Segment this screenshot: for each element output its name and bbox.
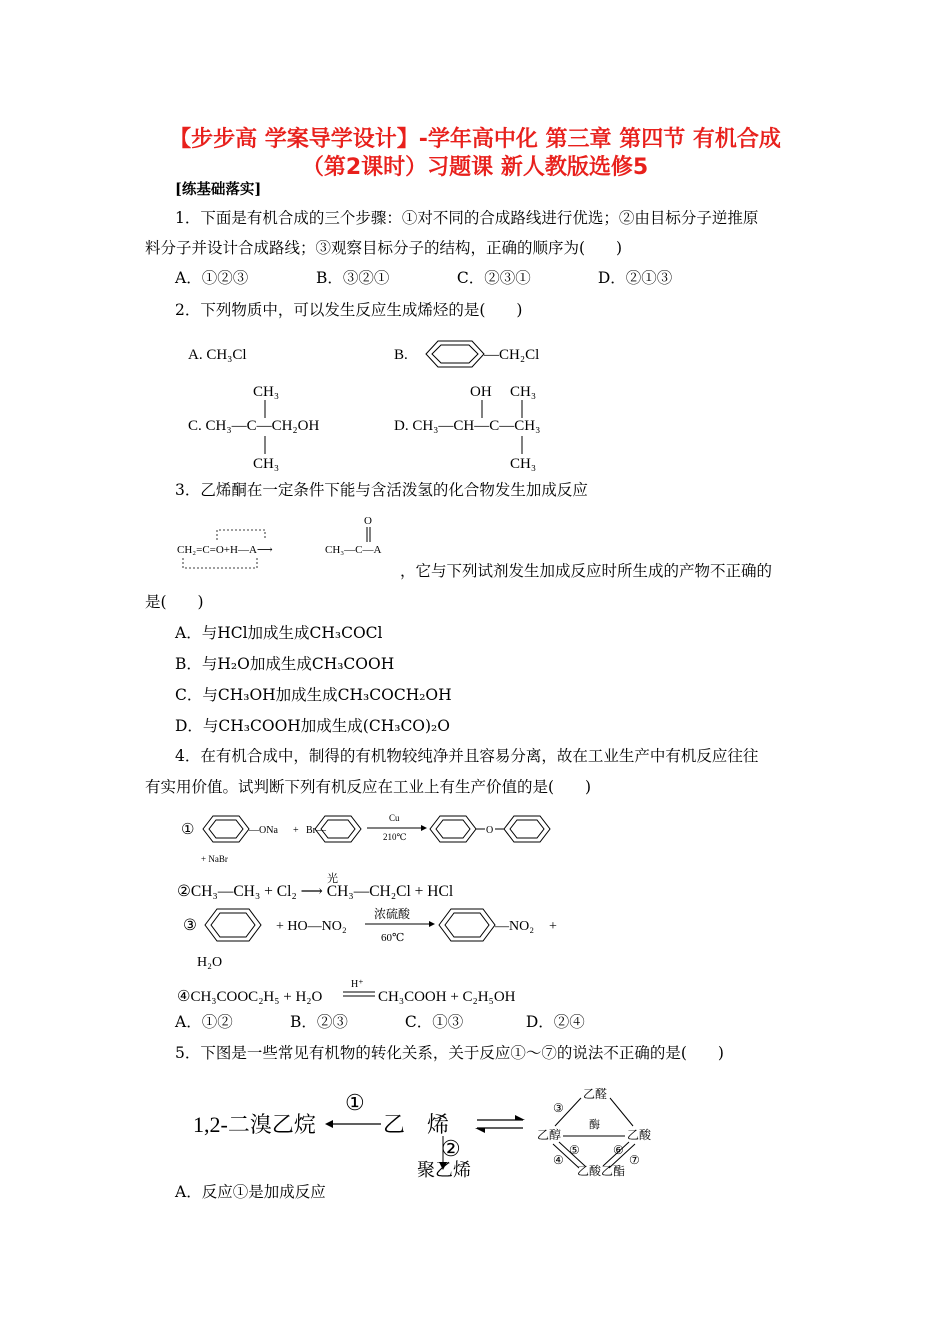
q4-r4-condition: H⁺ <box>351 979 364 990</box>
q4-r3-condition-top: 浓硫酸 <box>374 907 411 921</box>
q4-r1-number: ① <box>181 822 195 838</box>
doc-title-line1: 【步步高 学案导学设计】-学年高中化 第三章 第四节 有机合成 <box>169 127 781 152</box>
q1-option-c[interactable]: C．②③① <box>456 269 531 287</box>
q4-r3-no2: —NO₂ <box>495 919 535 934</box>
q3-reaction-left: CH₂=C=O+H—A⟶ <box>177 544 273 556</box>
q3-reaction <box>175 510 415 576</box>
q4-reaction-1 <box>175 808 595 868</box>
q4-r1-condition-top: Cu <box>389 813 400 823</box>
q3-continuation-2: 是( ) <box>145 593 204 611</box>
q4-r1-ona: —ONa <box>249 825 278 836</box>
q4-option-b[interactable]: B．②③ <box>289 1013 348 1031</box>
q2-text: 2．下列物质中，可以发生反应生成烯烃的是( ) <box>175 301 523 319</box>
q5-reaction-5: ⑤ <box>569 1143 580 1157</box>
q5-diagram <box>185 1078 675 1182</box>
q5-reaction-7: ⑦ <box>629 1153 640 1167</box>
q3-option-d[interactable]: D．与CH₃COOH加成生成(CH₃CO)₂O <box>175 717 450 735</box>
q3-carbonyl-oxygen: O <box>364 515 372 527</box>
q4-text-1: 4．在有机合成中，制得的有机物较纯净并且容易分离，故在工业生产中有机反应往往 <box>175 747 759 765</box>
q4-reaction-3 <box>175 902 595 974</box>
q5-dibromoethane: 1,2-二溴乙烷 <box>193 1112 316 1137</box>
q5-polyethylene: 聚乙烯 <box>417 1160 471 1180</box>
arrow-head-icon <box>421 825 427 831</box>
q4-r4-right: CH₃COOH + C₂H₅OH <box>378 989 516 1005</box>
q2-structures <box>180 330 600 480</box>
q3-option-a[interactable]: A．与HCl加成生成CH₃COCl <box>175 624 383 642</box>
q2-option-a[interactable]: A. CH₃Cl <box>188 347 247 363</box>
q3-text: 3．乙烯酮在一定条件下能与含活泼氢的化合物发生加成反应 <box>175 481 588 499</box>
q1-option-a[interactable]: A．①②③ <box>175 269 249 287</box>
q5-enzyme: 酶 <box>589 1119 600 1131</box>
q2-option-b-label[interactable]: B. <box>394 347 408 363</box>
q4-r3-condition-bottom: 60℃ <box>381 932 405 944</box>
q2-option-c[interactable]: C. CH₃—C—CH₂OH <box>188 418 320 434</box>
benzene-ring-icon <box>426 341 484 367</box>
q2-c-bottom-ch3: CH₃ <box>253 456 280 472</box>
q4-reaction-2 <box>175 870 535 904</box>
arrow-head-icon <box>429 921 435 927</box>
q1-option-b[interactable]: B．③②① <box>315 269 390 287</box>
q5-reaction-6: ⑥ <box>613 1143 624 1157</box>
q5-ethyl-acetate: 乙酸乙酯 <box>577 1164 626 1178</box>
q4-r1-plus: + <box>293 825 299 836</box>
q2-c-top-ch3: CH₃ <box>253 384 280 400</box>
q3-continuation: ，它与下列试剂发生加成反应时所生成的产物不正确的 <box>400 562 773 580</box>
q4-reaction-4 <box>175 976 555 1010</box>
q5-reaction-1: ① <box>345 1090 365 1115</box>
q4-r1-condition-bottom: 210℃ <box>383 832 407 842</box>
q2-option-b-group: —CH₂Cl <box>484 347 540 363</box>
q5-ethylene: 乙 烯 <box>383 1112 450 1137</box>
q4-option-d[interactable]: D．②④ <box>525 1013 585 1031</box>
q5-ethanol: 乙醇 <box>537 1128 562 1142</box>
q4-r3-water: H₂O <box>197 955 223 970</box>
doc-title-line2: （第2课时）习题课 新人教版选修5 <box>301 155 649 180</box>
q4-option-c[interactable]: C．①③ <box>404 1013 464 1031</box>
q4-r1-nabr: + NaBr <box>201 854 228 864</box>
q5-reaction-2: ② <box>441 1136 461 1161</box>
q2-d-bottom-ch3: CH₃ <box>510 456 537 472</box>
q4-r4-left: ④CH₃COOC₂H₅ + H₂O <box>177 989 323 1005</box>
q1-options <box>175 266 672 288</box>
q4-r1-oxygen: O <box>486 825 494 836</box>
conversion-arrows-icon <box>553 1098 635 1168</box>
q1-text-1: 1．下面是有机合成的三个步骤：①对不同的合成路线进行优选；②由目标分子逆推原 <box>175 209 759 227</box>
q5-reaction-3: ③ <box>553 1101 564 1115</box>
arrow-head-icon <box>515 1115 525 1120</box>
arrow-head-icon <box>325 1120 333 1128</box>
q4-r1-br: Br— <box>306 825 326 836</box>
q5-text: 5．下图是一些常见有机物的转化关系，关于反应①～⑦的说法不正确的是( ) <box>175 1044 724 1062</box>
q4-r3-plus: + <box>549 919 557 934</box>
arrow-head-icon <box>475 1128 485 1133</box>
q5-acetaldehyde: 乙醛 <box>583 1087 608 1101</box>
q4-r3-reagent: + HO—NO₂ <box>276 919 347 934</box>
q3-reaction-right: CH₃—C—A <box>325 544 382 556</box>
q4-r2-condition: 光 <box>327 873 338 885</box>
section-heading: [练基础落实] <box>175 181 262 198</box>
q5-reaction-4: ④ <box>553 1153 564 1167</box>
q4-r2: ②CH₃—CH₃ + Cl₂ ⟶ CH₃—CH₂Cl + HCl <box>177 883 454 900</box>
q2-d-oh: OH <box>470 384 492 400</box>
q4-option-a[interactable]: A．①② <box>175 1013 233 1031</box>
q4-options <box>175 1010 585 1032</box>
q3-option-c[interactable]: C．与CH₃OH加成生成CH₃COCH₂OH <box>175 686 452 704</box>
q4-r3-number: ③ <box>183 917 197 934</box>
q5-acetic-acid: 乙酸 <box>627 1128 652 1142</box>
q2-option-d[interactable]: D. CH₃—CH—C—CH₃ <box>394 418 541 434</box>
q1-text-2: 料分子并设计合成路线；③观察目标分子的结构，正确的顺序为( ) <box>145 239 623 257</box>
benzene-ring-icon <box>205 909 495 941</box>
q5-option-a[interactable]: A．反应①是加成反应 <box>175 1183 326 1201</box>
q3-option-b[interactable]: B．与H₂O加成生成CH₃COOH <box>175 655 395 673</box>
q1-option-d[interactable]: D．②①③ <box>597 269 673 287</box>
q2-d-top-ch3: CH₃ <box>510 384 537 400</box>
q4-text-2: 有实用价值。试判断下列有机反应在工业上有生产价值的是( ) <box>145 778 592 796</box>
